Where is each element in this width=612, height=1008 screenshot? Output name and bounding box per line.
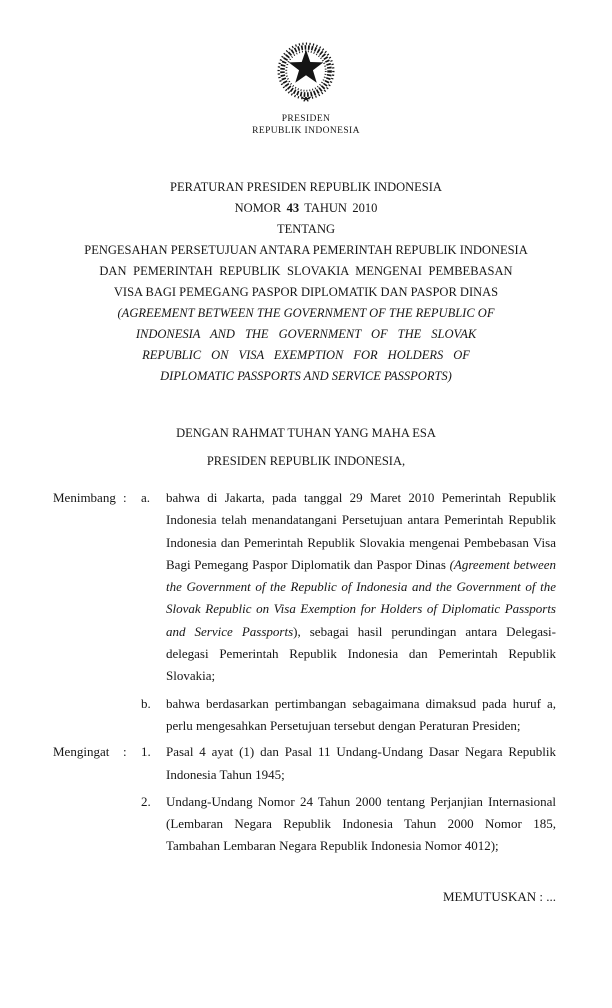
list-item: [141, 693, 556, 738]
item-marker: a.: [141, 490, 151, 505]
item-text: bahwa di Jakarta, pada tanggal 29 Maret 2010 Pemerintah Republik Indonesia telah menandatangani Persetujuan antara Pemerintah Republik Indonesia dan Pemerintah Republik Slovakia mengenai Pembebasan Visa Bagi Pemegang Paspor Diplomatik dan Paspor Dinas (Agreement between the Government of the Republic of Indonesia and the Government of the Slovak Republic on Visa Exemption for Holders of Diplomatic Passports and Service Passports), sebagai hasil perundingan antara Delegasi-delegasi Pemerintah Republik Indonesia dan Pemerintah Republik Slovakia;: [166, 490, 556, 684]
title-line-tentang: TENTANG: [276, 222, 335, 236]
list-item: [141, 487, 556, 688]
title-subject-line: DAN PEMERINTAH REPUBLIK SLOVAKIA MENGENAI PEMBEBASAN: [99, 264, 513, 278]
title-subject-line: VISA BAGI PEMEGANG PASPOR DIPLOMATIK DAN PASPOR DINAS: [113, 285, 499, 299]
list-item: [141, 741, 556, 786]
title-line-nomor: NOMOR 43 TAHUN 2010: [234, 201, 378, 215]
title-subject-line: PENGESAHAN PERSETUJUAN ANTARA PEMERINTAH REPUBLIK INDONESIA: [84, 243, 528, 257]
invocation-line: DENGAN RAHMAT TUHAN YANG MAHA ESA: [176, 426, 436, 440]
title-line-peraturan: PERATURAN PRESIDEN REPUBLIK INDONESIA: [170, 180, 442, 194]
considering-section: [53, 487, 556, 737]
preamble-block: [0, 423, 612, 472]
title-english-line: (AGREEMENT BETWEEN THE GOVERNMENT OF THE REPUBLIC OF: [117, 306, 495, 320]
item-text: Pasal 4 ayat (1) dan Pasal 11 Undang-Undang Dasar Negara Republik Indonesia Tahun 1945;: [166, 744, 556, 782]
decision-line: MEMUTUSKAN : ...: [442, 888, 556, 904]
recalling-label: Mengingat: [53, 744, 110, 760]
title-english-line: REPUBLIC ON VISA EXEMPTION FOR HOLDERS OF: [142, 348, 470, 362]
item-text: Undang-Undang Nomor 24 Tahun 2000 tentang Perjanjian Internasional (Lembaran Negara Republik Indonesia Tahun 2000 Nomor 185, Tambahan Lembaran Negara Republik Indonesia Nomor 4012);: [166, 793, 556, 854]
item-marker: b.: [141, 695, 151, 711]
considering-colon: :: [123, 490, 127, 505]
title-english-line: DIPLOMATIC PASSPORTS AND SERVICE PASSPORTS): [160, 369, 452, 383]
item-text: bahwa berdasarkan pertimbangan sebagaimana dimaksud pada huruf a, perlu mengesahkan Persetujuan tersebut dengan Peraturan Presiden;: [166, 695, 556, 733]
regulation-title-block: [0, 177, 612, 387]
authority-line: PRESIDEN REPUBLIK INDONESIA,: [206, 454, 406, 468]
considering-label: Menimbang: [53, 490, 116, 505]
letterhead-org-line1: PRESIDEN: [281, 114, 331, 124]
considering-items: [141, 487, 556, 737]
item-marker: 1.: [141, 744, 151, 760]
letterhead-org-line2: REPUBLIK INDONESIA: [252, 125, 360, 136]
recalling-items: [141, 741, 556, 857]
recalling-section: [53, 741, 556, 857]
document-body: [0, 487, 612, 858]
list-item: [141, 791, 556, 858]
letterhead: [0, 0, 612, 137]
presidential-emblem-icon: [268, 33, 344, 109]
recalling-colon: :: [123, 744, 127, 760]
title-english-line: INDONESIA AND THE GOVERNMENT OF THE SLOVAK: [135, 327, 477, 341]
item-marker: 2.: [141, 793, 151, 809]
